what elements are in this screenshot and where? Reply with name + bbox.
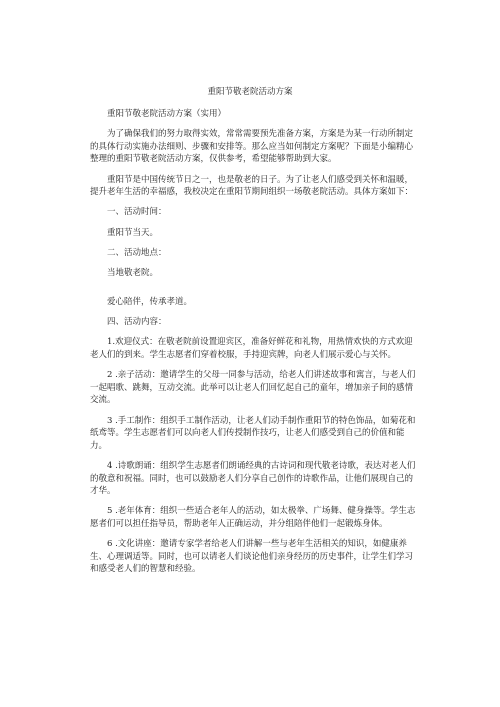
section-heading-content: 四、活动内容： bbox=[107, 317, 167, 328]
content-item: 4 .诗歌朗诵：组织学生志愿者们朗诵经典的古诗词和现代敬老诗歌，表达对老人们的敬意和祝福。同时，也可以鼓励老人们分享自己创作的诗歌作品，让他们展现自己的才华。 bbox=[90, 461, 416, 497]
document-title: 重阳节敬老院活动方案 bbox=[207, 87, 293, 97]
section-heading-time: 一、活动时间： bbox=[107, 207, 167, 218]
content-item: 1.欢迎仪式：在敬老院前设置迎宾区，准备好鲜花和礼物，用热情欢快的方式欢迎老人们的到来。学生志愿者们穿着校服，手持迎宾牌，向老人们展示爱心与关怀。 bbox=[90, 337, 413, 361]
content-item: 2 .亲子活动：邀请学生的父母一同参与活动，给老人们讲述故事和寓言，与老人们一起唱歌、跳舞，互动交流。此举可以让老人们回忆起自己的童年，增加亲子间的感情交流。 bbox=[90, 370, 416, 406]
blank-gap bbox=[90, 287, 420, 296]
intro-paragraph: 为了确保我们的努力取得实效，常常需要预先准备方案，方案是为某一行动所制定的具体行动实施办法细则、步骤和安排等。那么应当如何制定方案呢？下面是小编精心整理的重阳节敬老院活动方案，仅供参考，希望能够帮助到大家。 bbox=[90, 129, 414, 165]
content-item: 3 .手工制作：组织手工制作活动，让老人们动手制作重阳节的特色饰品，如菊花和纸鸢等。学生志愿者们可以向老人们传授制作技巧，让老人们感受到自己的价值和能力。 bbox=[90, 415, 416, 451]
document-body bbox=[90, 108, 420, 584]
section-text-time: 重阳节当天。 bbox=[107, 227, 159, 238]
content-item: 6 .文化讲座：邀请专家学者给老人们讲解一些与老年生活相关的知识，如健康养生、心理调适等。同时，也可以请老人们谈论他们亲身经历的历史事件，让学生们学习和感受老人们的智慧和经验。 bbox=[90, 539, 414, 575]
section-text-place: 当地敬老院。 bbox=[107, 267, 159, 278]
content-item: 5 .老年体育：组织一些适合老年人的活动，如太极拳、广场舞、健身操等。学生志愿者们可以担任指导员，帮助老年人正确运动，并分组陪伴他们一起锻炼身体。 bbox=[90, 506, 416, 529]
background-paragraph: 重阳节是中国传统节日之一，也是敬老的日子。为了让老人们感受到关怀和温暖，提升老年生活的幸福感，我校决定在重阳节期间组织一场敬老院活动。具体方案如下： bbox=[90, 174, 414, 198]
document-subtitle: 重阳节敬老院活动方案（实用） bbox=[107, 109, 227, 119]
section-heading-place: 二、活动地点： bbox=[107, 247, 167, 258]
theme-paragraph: 爱心陪伴，传承孝道。 bbox=[107, 297, 193, 308]
